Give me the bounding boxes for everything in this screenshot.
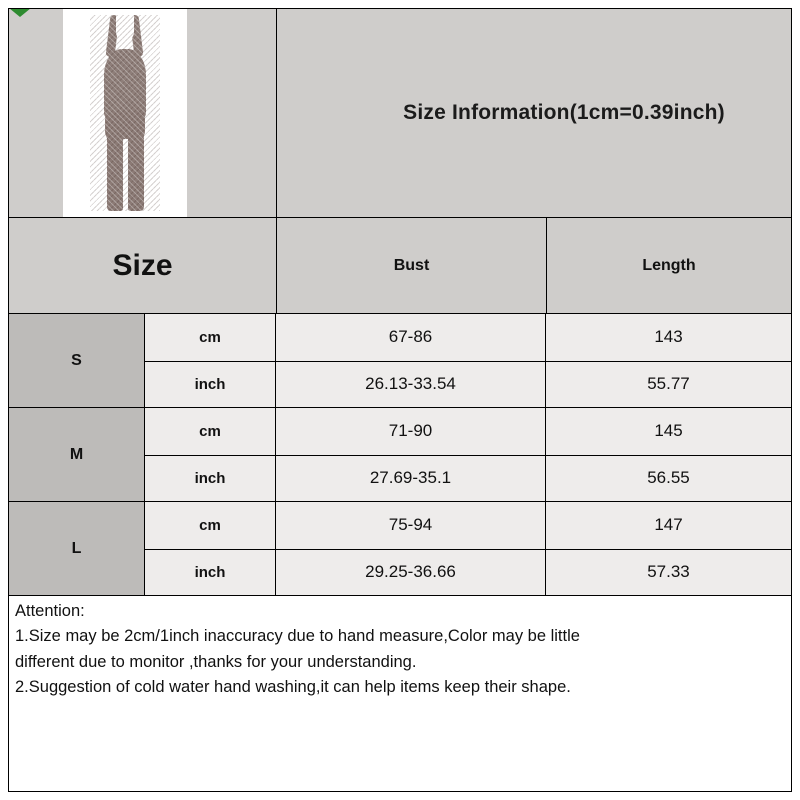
size-label-cell-m bbox=[9, 408, 145, 501]
length-cell-inch: 56.55 bbox=[546, 456, 791, 502]
length-cell-cm: 147 bbox=[546, 502, 791, 549]
attention-line-2: different due to monitor ,thanks for your understanding. bbox=[15, 652, 417, 671]
size-measurements-s bbox=[145, 314, 791, 407]
bust-cell-inch: 27.69-35.1 bbox=[276, 456, 546, 502]
unit-cell-cm: cm bbox=[145, 408, 276, 455]
unit-cell-inch: inch bbox=[145, 550, 276, 596]
product-photo bbox=[63, 9, 187, 217]
bust-cell-cm: 71-90 bbox=[276, 408, 546, 455]
bust-cell-inch: 26.13-33.54 bbox=[276, 362, 546, 408]
column-header-size-label: Size bbox=[112, 248, 173, 282]
bust-cell-cm: 75-94 bbox=[276, 502, 546, 549]
size-value-m: M bbox=[69, 445, 84, 463]
length-cell-cm: 143 bbox=[546, 314, 791, 361]
leg-gap-shape bbox=[123, 139, 128, 211]
neckline-shape bbox=[116, 15, 134, 41]
length-cell-inch: 55.77 bbox=[546, 362, 791, 408]
attention-block bbox=[9, 595, 791, 791]
chart-header-row bbox=[9, 9, 791, 217]
bust-cell-cm: 67-86 bbox=[276, 314, 546, 361]
product-image-cell bbox=[9, 9, 277, 217]
leg-right-shape bbox=[127, 133, 144, 211]
green-corner-marker bbox=[9, 9, 31, 17]
size-chart-table bbox=[8, 8, 792, 792]
length-cell-inch: 57.33 bbox=[546, 550, 791, 596]
measurement-row-cm bbox=[145, 314, 791, 361]
size-measurements-l bbox=[145, 502, 791, 595]
column-header-row bbox=[9, 217, 791, 313]
table-body bbox=[9, 313, 791, 595]
bust-cell-inch: 29.25-36.66 bbox=[276, 550, 546, 596]
attention-line-3: 2.Suggestion of cold water hand washing,it can help items keep their shape. bbox=[15, 678, 571, 697]
table-row bbox=[9, 501, 791, 595]
size-measurements-m bbox=[145, 408, 791, 501]
column-header-size bbox=[9, 218, 277, 313]
size-label-cell-s bbox=[9, 314, 145, 407]
size-value-s: S bbox=[71, 351, 82, 369]
measurement-row-inch bbox=[145, 549, 791, 596]
chart-title-cell bbox=[277, 9, 791, 217]
unit-cell-inch: inch bbox=[145, 362, 276, 408]
measurement-row-cm bbox=[145, 502, 791, 549]
leg-left-shape bbox=[107, 133, 124, 211]
page-title: Size Information(1cm=0.39inch) bbox=[403, 101, 725, 124]
bodysuit-illustration bbox=[90, 15, 160, 211]
size-value-l: L bbox=[71, 539, 82, 557]
measurement-row-cm bbox=[145, 408, 791, 455]
measurement-row-inch bbox=[145, 361, 791, 408]
column-header-length bbox=[547, 218, 791, 313]
measurement-row-inch bbox=[145, 455, 791, 502]
unit-cell-cm: cm bbox=[145, 314, 276, 361]
table-row bbox=[9, 313, 791, 407]
table-row bbox=[9, 407, 791, 501]
column-header-length-label: Length bbox=[642, 256, 696, 274]
unit-cell-inch: inch bbox=[145, 456, 276, 502]
column-header-bust bbox=[277, 218, 547, 313]
size-label-cell-l bbox=[9, 502, 145, 595]
attention-title: Attention: bbox=[15, 602, 85, 620]
unit-cell-cm: cm bbox=[145, 502, 276, 549]
column-header-bust-label: Bust bbox=[393, 256, 430, 274]
attention-line-1: 1.Size may be 2cm/1inch inaccuracy due to hand measure,Color may be little bbox=[15, 627, 580, 646]
length-cell-cm: 145 bbox=[546, 408, 791, 455]
